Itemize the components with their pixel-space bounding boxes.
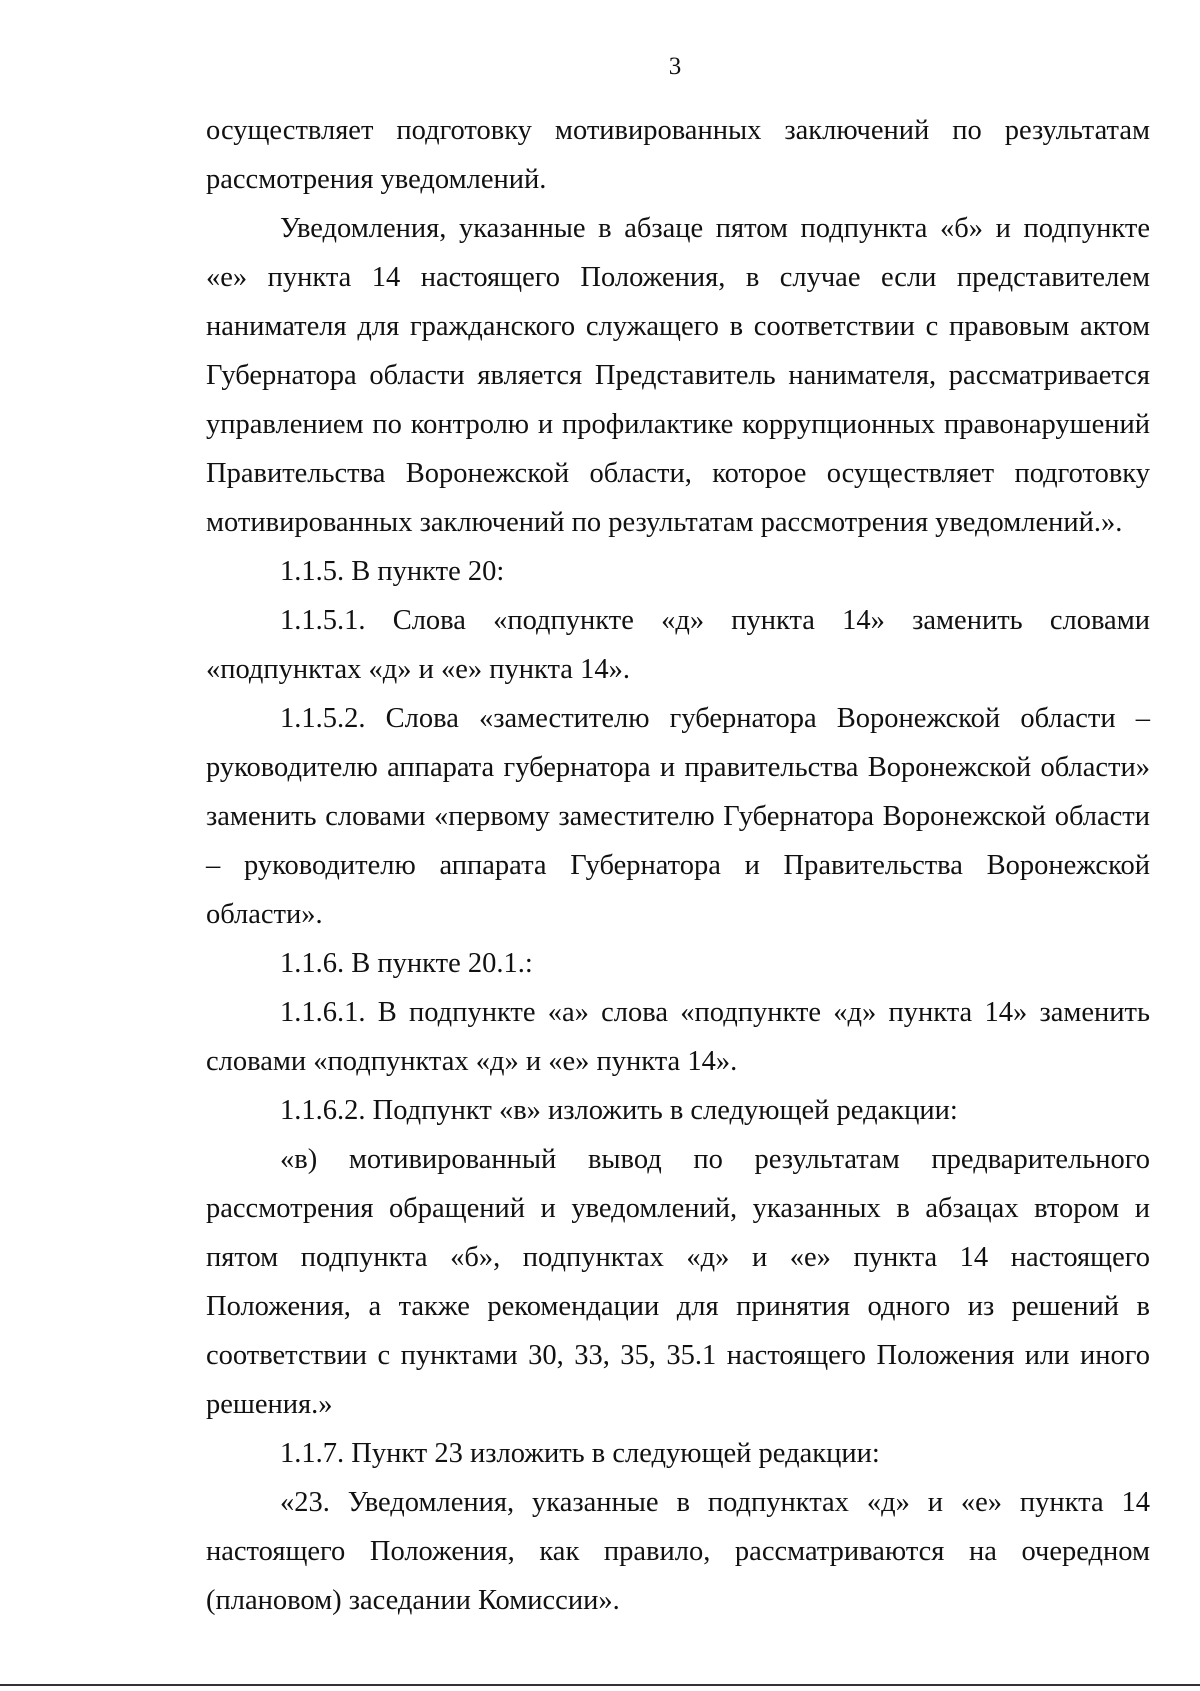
paragraph-1-1-7: 1.1.7. Пункт 23 изложить в следующей редакции:	[280, 1438, 880, 1469]
paragraph-continuation: осуществляет подготовку мотивированных заключений по результатам рассмотрения уведомлений.	[206, 115, 1150, 195]
paragraph-subitem-v: «в) мотивированный вывод по результатам предварительного рассмотрения обращений и уведомлений, указанных в абзацах втором и пятом подпункта «б», подпунктах «д» и «е» пункта 14 настоящего Положения, а также рекомендации для принятия одного из решений в соответствии с пунктами 30, 33, 35, 35.1 настоящего Положения или иного решения.»	[206, 1144, 1150, 1420]
paragraph-1-1-6: 1.1.6. В пункте 20.1.:	[280, 948, 533, 979]
document-body	[206, 106, 1150, 1625]
paragraph-1-1-5: 1.1.5. В пункте 20:	[280, 556, 505, 587]
paragraph-1-1-6-2: 1.1.6.2. Подпункт «в» изложить в следующей редакции:	[280, 1095, 958, 1126]
bottom-scan-edge	[0, 1684, 1200, 1686]
paragraph-1-1-6-1: 1.1.6.1. В подпункте «а» слова «подпункте «д» пункта 14» заменить словами «подпунктах «д» и «е» пункта 14».	[206, 997, 1150, 1077]
paragraph-1-1-5-2: 1.1.5.2. Слова «заместителю губернатора Воронежской области – руководителю аппарата губернатора и правительства Воронежской области» заменить словами «первому заместителю Губернатора Воронежской области – руководителю аппарата Губернатора и Правительства Воронежской области».	[206, 703, 1150, 930]
paragraph-item-23: «23. Уведомления, указанные в подпунктах «д» и «е» пункта 14 настоящего Положения, как правило, рассматриваются на очередном (плановом) заседании Комиссии».	[206, 1487, 1150, 1616]
paragraph-notifications: Уведомления, указанные в абзаце пятом подпункта «б» и подпункте «е» пункта 14 настоящего Положения, в случае если представителем нанимателя для гражданского служащего в соответствии с правовым актом Губернатора области является Представитель нанимателя, рассматривается управлением по контролю и профилактике коррупционных правонарушений Правительства Воронежской области, которое осуществляет подготовку мотивированных заключений по результатам рассмотрения уведомлений.».	[206, 213, 1150, 538]
paragraph-1-1-5-1: 1.1.5.1. Слова «подпункте «д» пункта 14» заменить словами «подпунктах «д» и «е» пункта 14».	[206, 605, 1150, 685]
page-number: 3	[668, 53, 682, 80]
